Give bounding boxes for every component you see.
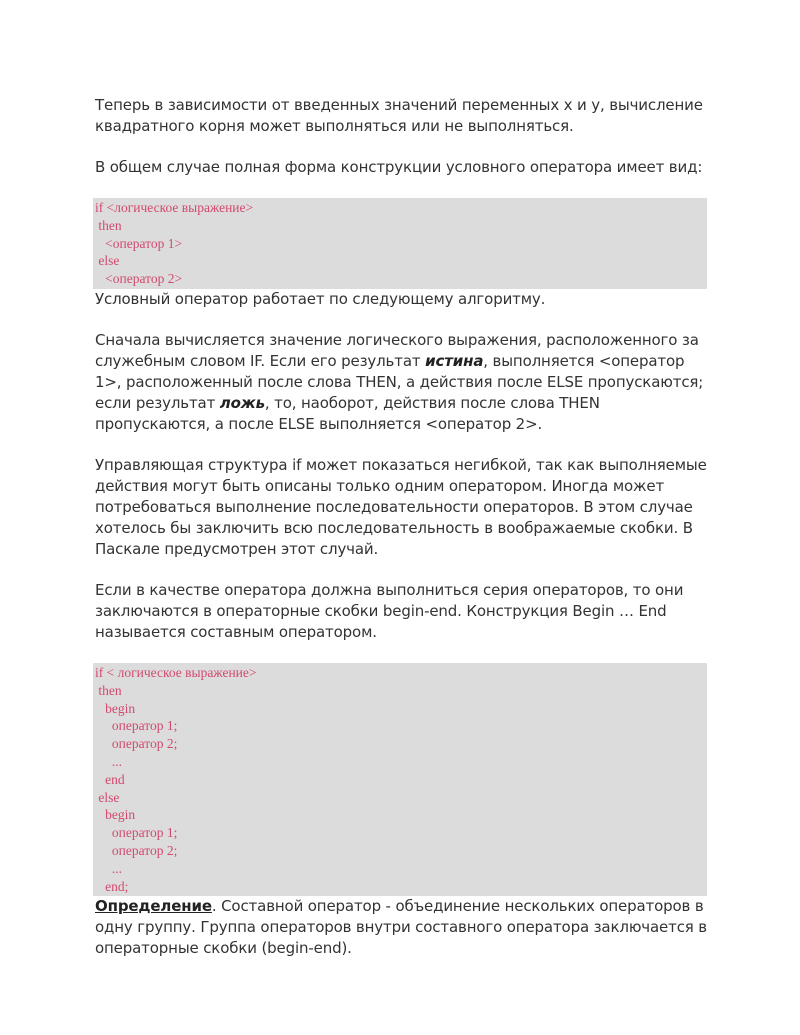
code-line: then (95, 682, 122, 698)
paragraph-algorithm: Условный оператор работает по следующему алгоритму. (95, 289, 546, 308)
code-line: оператор 1; (95, 718, 178, 734)
code-line: begin (95, 807, 136, 823)
code-line: else (95, 789, 120, 805)
document-page (95, 95, 707, 959)
code-block-if-else (93, 198, 707, 289)
code-line: if <логическое выражение> (95, 200, 254, 215)
text-fragment: Сначала вычисляется значение логического выражения, расположенного за служебным словом IF. Если его результат (95, 330, 699, 370)
paragraph-control-structure: Управляющая структура if может показаться негибкой, так как выполняемые действия могут быть описаны только одним оператором. Иногда может потребоваться выполнение последовательности операторов. В этом случае хотелось бы заключить всю последовательность в воображаемые скобки. В Паскале предусмотрен этот случай. (95, 455, 707, 558)
code-line: end; (95, 878, 129, 894)
paragraph-algorithm-details (95, 330, 707, 435)
definition-text: . Составной оператор - объединение нескольких операторов в одну группу. Группа операторов внутри составного оператора заключается в операторные скобки (begin-end). (95, 897, 707, 958)
code-line: if < логическое выражение> (95, 664, 257, 680)
paragraph-compound-intro: Если в качестве оператора должна выполниться серия операторов, то они заключаются в операторные скобки begin-end. Конструкция Begin … End называется составным оператором. (95, 580, 684, 641)
code-line: ... (95, 860, 122, 876)
code-line: оператор 2; (95, 842, 178, 858)
code-line: begin (95, 700, 136, 716)
code-line: оператор 2; (95, 736, 178, 752)
emphasis-true: истина (425, 351, 484, 370)
code-line: end (95, 771, 125, 787)
code-line: else (95, 253, 120, 269)
code-line: оператор 1; (95, 825, 178, 841)
text-fragment: , то, наоборот, действия после слова THEN пропускаются, а после ELSE выполняется <оператор 2>. (95, 393, 600, 433)
code-line: <оператор 1> (95, 235, 183, 251)
code-block-begin-end (93, 663, 707, 896)
text-fragment: , выполняется <оператор 1>, расположенный после слова THEN, а действия после ELSE пропускаются; если результат (95, 351, 704, 412)
code-line: <оператор 2> (95, 271, 183, 287)
paragraph-general-form: В общем случае полная форма конструкции условного оператора имеет вид: (95, 158, 703, 176)
paragraph-intro: Теперь в зависимости от введенных значений переменных x и y, вычисление квадратного корня может выполняться или не выполняться. (95, 96, 703, 135)
emphasis-false: ложь (219, 393, 265, 412)
definition-term: Определение (95, 897, 212, 916)
code-line: ... (95, 753, 122, 769)
paragraph-definition (95, 896, 707, 959)
code-line: then (95, 217, 122, 233)
